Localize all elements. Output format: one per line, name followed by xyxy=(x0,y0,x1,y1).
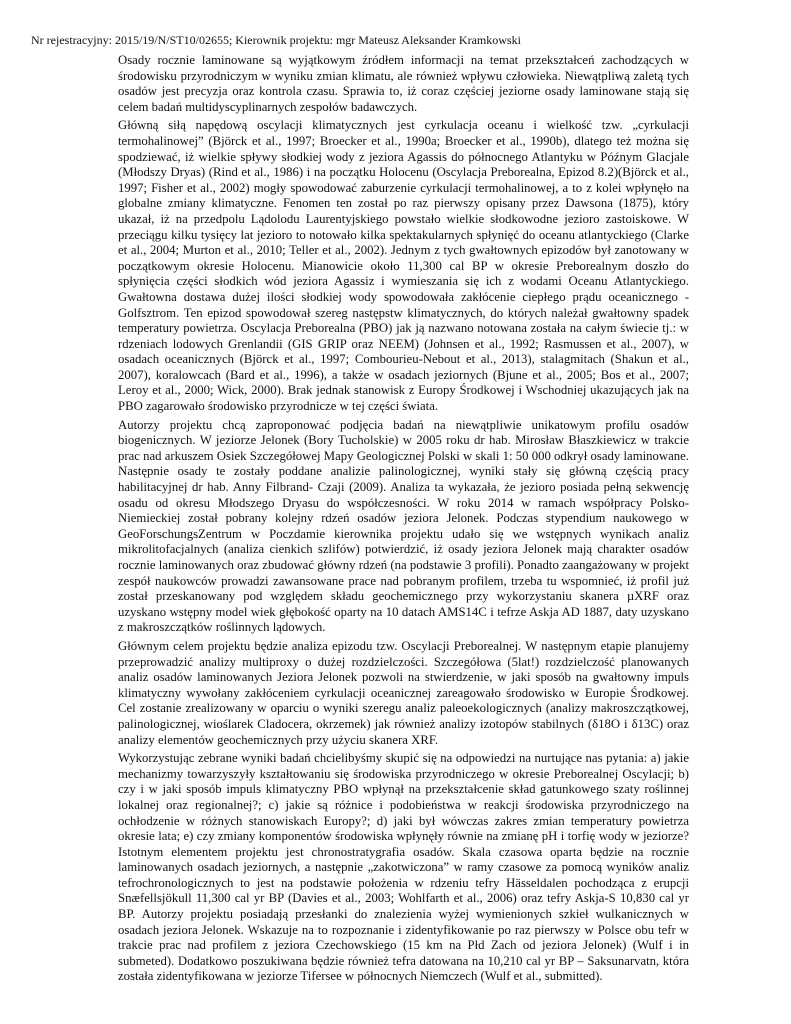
paragraph-intro: Osady rocznie laminowane są wyjątkowym źródłem informacji na temat przekształceń zachodzących w środowisku przyrodniczym w wyniku zmian klimatu, ale również wpływu człowieka. Niewątpliwą zaletą tych osadów jest precyzja oraz kontrola czasu. Sprawia to, iż coraz częściej jeziorne osady laminowane stają się celem badań multidyscyplinarnych zespołów badawczych. xyxy=(118,53,689,114)
paragraph-project-background: Autorzy projektu chcą zaproponować podjęcia badań na niewątpliwie unikatowym profilu osadów biogenicznych. W jeziorze Jelonek (Bory Tucholskie) w 2005 roku dr hab. Mirosław Błaszkiewicz w trakcie prac nad arkuszem Osiek Szczegółowej Mapy Geologicznej Polski w skali 1: 50 000 odkrył osady laminowane. Następnie osady te zostały poddane analizie palinologicznej, wyniki stały się główną częścią pracy habilitacyjnej dr hab. Anny Filbrand- Czaji (2009). Analiza ta wykazała, że jezioro posiada pełną sekwencję osadu od okresu Młodszego Dryasu do współczesności. W roku 2014 w ramach współpracy Polsko-Niemieckiej został pobrany kolejny rdzeń osadów jeziora Jelonek. Podczas stypendium naukowego w GeoForschungsZentrum w Poczdamie kierownika projektu udało się we wstępnych wynikach analiz mikrolitofacjalnych (analiza cienkich szlifów) potwierdzić, iż osady jeziora Jelonek mają charakter osadów rocznie laminowanych oraz zbudować główny rdzeń (na podstawie 3 profili). Ponadto zaangażowany w projekt zespół naukowców prowadzi zawansowane prace nad pobranym profilem, trzeba tu wspomnieć, iż profil już został przeskanowany pod względem składu geochemicznego przy wykorzystaniu skanera µXRF oraz uzyskano wstępny model wiek głębokość oparty na 10 datach AMS14C i tefrze Askja AD 1887, daty uzyskano z makroszczątków roślinnych lądowych. xyxy=(118,417,689,635)
page-header: Nr rejestracyjny: 2015/19/N/ST10/02655; Kierownik projektu: mgr Mateusz Aleksander Kramkowski xyxy=(31,33,521,47)
document-body xyxy=(118,53,689,988)
paragraph-main-goal: Głównym celem projektu będzie analiza epizodu tzw. Oscylacji Preborealnej. W następnym etapie planujemy przeprowadzić analizy multiproxy o dużej rozdzielczości. Szczegółowa (5lat!) rozdzielczość planowanych analiz osadów laminowanych Jeziora Jelonek pozwoli na stwierdzenie, w jaki sposób na gwałtowny impuls klimatyczny wywołany zakłóceniem cyrkulacji oceanicznej zareagowało środowisko w Europie Środkowej. Cel zostanie zrealizowany w oparciu o wyniki szeregu analiz paleoekologicznych (analizy makroszczątkowej, palinologicznej, wioślarek Cladocera, okrzemek) jak również analizy izotopów stabilnych (δ18O i δ13C) oraz analizy elementów geochemicznych przy użyciu skanera XRF. xyxy=(118,638,689,747)
paragraph-research-questions: Wykorzystując zebrane wyniki badań chcielibyśmy skupić się na odpowiedzi na nurtujące nas pytania: a) jakie mechanizmy towarzyszyły kształtowaniu się środowiska przyrodniczego w okresie Preborealnej Oscylacji; b) czy i w jaki sposób impuls klimatyczny PBO wpłynął na przekształcenie skład gatunkowego szaty roślinnej lokalnej oraz regionalnej?; c) jakie są różnice i podobieństwa w reakcji środowiska przyrodniczego na ochłodzenie w różnych stanowiskach Europy?; d) jaki był wówczas zakres zmian temperatury powietrza okresie lata; e) czy zmiany komponentów środowiska wpłynęły równie na zmianę pH i torfię wody w jeziorze? Istotnym elementem projektu jest chronostratygrafia osadów. Skala czasowa oparta będzie na rocznie laminowanych osadach jeziornych, a następnie „zakotwiczona” w ramy czasowe za pomocą wyników analiz tefrochronologicznych to jest na podstawie położenia w rdzeniu tefry Hässeldalen pochodząca z erupcji Snæfellsjökull 11,300 cal yr BP (Davies et al., 2003; Wohlfarth et al., 2006) oraz tefry Askja-S 10,830 cal yr BP. Autorzy projektu posiadają przesłanki do znalezienia wyżej wymienionych szkieł wulkanicznych w osadach jeziora Jelonek. Wskazuje na to rozpoznanie i zidentyfikowanie po raz pierwszy w Polsce obu tefr w trakcie prac nad profilem z jeziora Czechowskiego (15 km na Płd Zach od jeziora Jelonek) (Wulf i in submeted). Dodatkowo poszukiwana będzie również tefra datowana na 10,210 cal yr BP – Saksunarvatn, która została zidentyfikowana w jeziorze Tifersee w północnych Niemczech (Wulf et al., submitted). xyxy=(118,751,689,984)
paragraph-circulation: Główną siłą napędową oscylacji klimatycznych jest cyrkulacja oceanu i wielkość tzw. „cyrkulacji termohalinowej” (Björck et al., 1997; Broecker et al., 1990a; Broecker et al., 1990b), dlatego też można się spodziewać, iż wielkie spływy słodkiej wody z jeziora Agassis do północnego Atlantyku w Późnym Glacjale (Młodszy Dryas) (Rind et al., 1986) i na początku Holocenu (Oscylacja Preborealna, Epizod 8.2)(Björck et al., 1997; Fisher et al., 2002) mogły spowodować zaburzenie cyrkulacji termohalinowej, a to z kolei wpłynęło na globalne zmiany klimatyczne. Fenomen ten został po raz pierwszy opisany przez Dawsona (1875), który ukazał, iż na przedpolu Lądolodu Laurentyjskiego powstało wielkie słodkowodne jezioro zastoiskowe. W przeciągu kilku tysięcy lat jezioro to notowało kilka spektakularnych spłynięć do oceanu atlantyckiego (Clarke et al., 2004; Murton et al., 2010; Teller et al., 2002). Jednym z tych gwałtownych epizodów był zanotowany w początkowym okresie Holocenu. Mianowicie około 11,300 cal BP w okresie Preborealnym doszło do spłynięcia części słodkich wód jeziora Agassiz i wymieszania się ich z wodami Oceanu Atlantyckiego. Gwałtowna dostawa dużej ilości słodkiej wody spowodowała zakłócenie ciepłego prądu oceanicznego - Golfsztrom. Ten epizod spowodował szereg następstw klimatycznych, do których należał gwałtowny spadek temperatury powietrza. Oscylacja Preborealna (PBO) jak ją nazwano notowana została na całym świecie tj.: w rdzeniach lodowych Grenlandii (GIS GRIP oraz NEEM) (Johnsen et al., 1992; Rasmussen et al., 2007), w osadach oceanicznych (Björck et al., 1997; Combourieu-Nebout et al., 2013), stalagmitach (Shakun et al., 2007), koralowcach (Bard et al., 1996), a także w osadach jeziornych (Bjune et al., 2005; Bos et al., 2007; Leroy et al., 2000; Wick, 2000). Brak jednak stanowisk z Europy Środkowej i Wschodniej ukazujących jak na PBO zagarowało środowisko przyrodnicze w tej części świata. xyxy=(118,118,689,414)
